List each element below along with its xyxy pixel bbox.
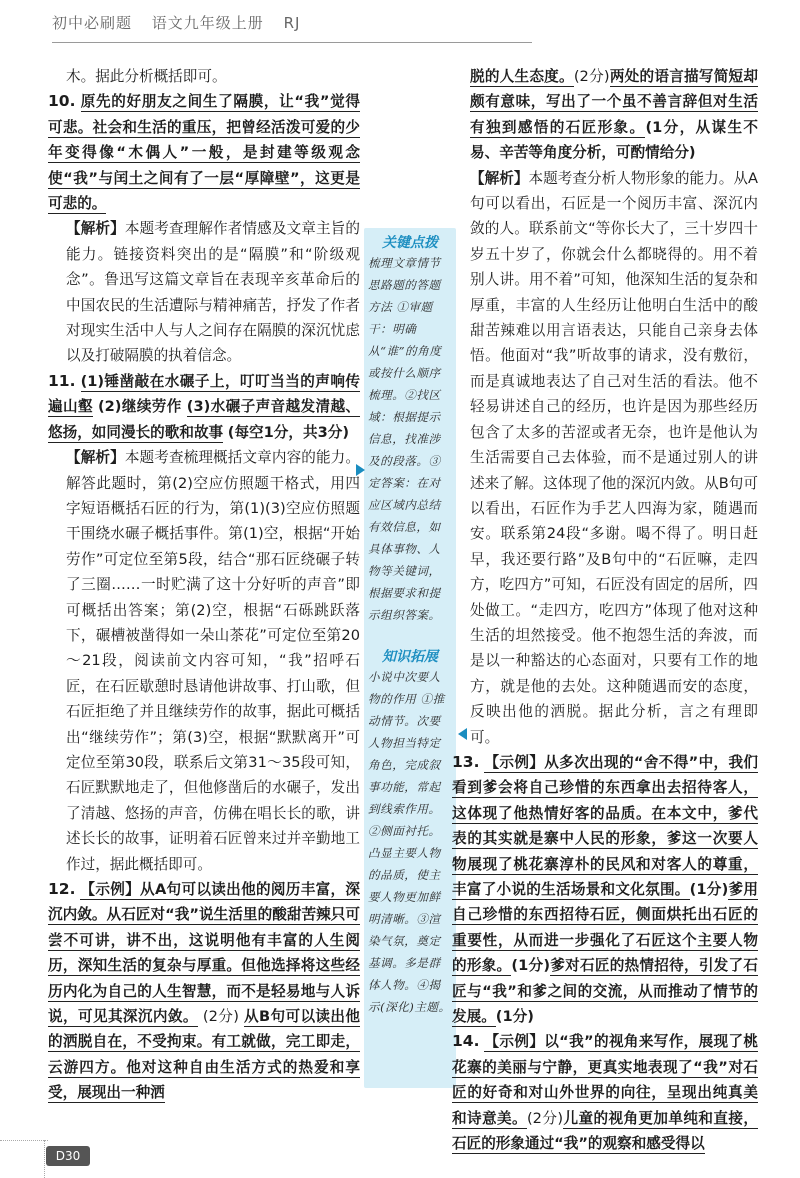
q11-answer-2: (2)继续劳作 <box>97 398 182 416</box>
right-column <box>452 64 759 1156</box>
q13-score-3: (1分) <box>495 1008 534 1026</box>
q11-analysis-block <box>48 445 360 877</box>
q10-number: 10. <box>48 92 76 111</box>
q11-answer-1: (1)锤凿敲在水碾子上，叮叮当当的声响传遍山壑 <box>48 372 361 416</box>
q13-answer-2: 爹用自己珍惜的东西招待石匠，侧面烘托出石匠的重要性，从而进一步强化了石匠这个主要人物的形象。 <box>452 881 758 975</box>
q14-answer-2: 儿童的视角更加单纯和直接，石匠的形象通过“我”的观察和感受得以 <box>452 1109 758 1153</box>
corner-guide <box>0 1140 48 1141</box>
corner-guide-vertical <box>44 1140 45 1178</box>
book-edition: RJ <box>283 14 301 32</box>
q11-number: 11. <box>48 371 76 390</box>
q11-answer-3: (3)水碾子声音越发清越、悠扬，如同漫长的歌和故事 <box>48 398 361 441</box>
q13-answer: 【示例】从多次出现的“舍不得”中，我们看到爹会将自己珍惜的东西拿出去招待客人，这体现了他热情好客的品质。在本文中，爹代表的其实就是寨中人民的形象，爹这一次要人物展现了桃花寨淳朴的民风和对客人的尊重，丰富了小说的生活场景和文化氛围。 <box>452 753 759 898</box>
page-header <box>52 12 752 48</box>
q12-cont-text-2: 两处的语言描写简短却颇有意味，写出了一个虽不善言辞但对生活有独到感悟的石匠形象。 <box>470 68 758 136</box>
q13-number: 13. <box>452 752 480 771</box>
q14-number: 14. <box>452 1032 480 1051</box>
q10-answer-block <box>48 89 360 216</box>
q12-answer-block <box>48 877 360 1106</box>
q12-answer-2: 从B句可以读出他的洒脱自在，不受拘束。有工就做，完工即走，云游四方。他对这种自由生活方式的热爱和享受，展现出一种洒 <box>48 1008 360 1102</box>
q14-answer: 【示例】以“我”的视角来写作，展现了桃花寨的美丽与宁静，更真实地表现了“我”对石匠的好奇和对山外世界的向往，呈现出纯真美和诗意美。 <box>452 1033 759 1127</box>
q12-analysis-tag: 【解析】 <box>470 169 529 187</box>
book-series: 初中必刷题 <box>52 14 133 32</box>
q12-continuation <box>470 64 758 166</box>
q14-score-1: (2分) <box>526 1109 564 1127</box>
key-tips-text: 梳理文章情节思路题的答题方法 ①审题干：明确从“谁”的角度或按什么顺序梳理。②找区域：根据提示信息，找准涉及的段落。③定答案：在对应区域内总结有效信息，如具体事物、人物等关键词，根据要求和提示组织答案。 <box>368 256 442 622</box>
q10-analysis-block <box>48 216 360 368</box>
q11-score: (每空1分，共3分) <box>227 423 349 441</box>
q13-answer-block <box>452 750 758 1029</box>
knowledge-title: 知识拓展 <box>382 649 438 665</box>
q11-analysis-tag: 【解析】 <box>66 449 125 467</box>
knowledge-text: 小说中次要人物的作用 ①推动情节。次要人物担当特定角色，完成叙事功能，常起到线索作用。②侧面衬托。凸显主要人物的品质，使主要人物更加鲜明清晰。③渲染气氛，奠定基调。多是群体人物。④揭示(深化)主题。 <box>368 670 451 1014</box>
q12-score-2: (2分) <box>573 68 610 85</box>
tips-sidebar <box>364 228 456 1088</box>
q13-score-1: (1分) <box>689 881 729 898</box>
page-number: D30 <box>46 1146 90 1166</box>
left-column <box>48 64 360 1106</box>
header-rule <box>52 42 532 43</box>
arrow-right-icon <box>356 464 365 476</box>
q12-number: 12. <box>48 880 76 898</box>
q12-answer: 【示例】从A句可以读出他的阅历丰富，深沉内敛。从石匠对“我”说生活里的酸甜苦辣只可尝不可讲，讲不出，这说明他有丰富的人生阅历，深知生活的复杂与厚重。但他选择将这些经历内化为自己的人生智慧，而不是轻易地与人诉说，可见其深沉内敛。 <box>48 881 361 1026</box>
q10-analysis-tag: 【解析】 <box>66 220 125 238</box>
q9-continuation: 木。据此分析概括即可。 <box>66 68 227 85</box>
q11-analysis: 本题考查梳理概括文章内容的能力。解答此题时，第(2)空应仿照题干格式，用四字短语概括石匠的行为，第(1)(3)空应仿照题干围绕水碾子概括事件。第(1)空，根据“开始劳作”可定位至第5段，结合“那石匠绕碾子转了三圈……一时贮满了这十分好听的声音”即可概括出答案；第(2)空，根据“石砾跳跃落下，碾槽被凿得如一朵山茶花”可定位至第20～21段，阅读前文内容可知，“我”招呼石匠，在石匠歇憩时恳请他讲故事、打山歌，但石匠拒绝了并且继续劳作的故事，据此可概括出“继续劳作”；第(3)空，根据“默默离开”可定位至第30段，联系后文第31～35段可知，石匠默默地走了，但他修凿后的水碾子，发出了清越、悠扬的声音，仿佛在唱长长的歌，讲述长长的故事，证明着石匠曾来过并辛勤地工作过，据此概括即可。 <box>66 449 360 873</box>
q10-analysis: 本题考查理解作者情感及文章主旨的能力。链接资料突出的是“隔膜”和“阶级观念”。鲁迅写这篇文章旨在表现辛亥革命后的中国农民的生活遭际与精神痛苦，抒发了作者对现实生活中人与人之间存在隔膜的深沉忧虑以及打破隔膜的执着信念。 <box>66 220 360 365</box>
q11-answer-block <box>48 369 360 445</box>
q14-answer-block <box>452 1029 758 1156</box>
q12-analysis-block <box>470 166 758 750</box>
q12-cont-text: 脱的人生态度。 <box>470 68 574 85</box>
key-tips-title: 关键点拨 <box>382 235 438 251</box>
q13-score-2: (1分) <box>511 957 551 975</box>
q12-analysis: 本题考查分析人物形象的能力。从A句可以看出，石匠是一个阅历丰富、深沉内敛的人。联系前文“等你长大了，三十岁四十岁五十岁了，你就会什么都晓得的。用不着别人讲。用不着”可知，他深知生活的复杂和厚重，丰富的人生经历让他明白生活中的酸甜苦辣难以用言语表达，只能自己亲身去体悟。他面对“我”听故事的请求，没有敷衍，而是真诚地表达了自己对生活的看法。他不轻易讲述自己的经历，也许是因为那些经历包含了太多的苦涩或者无奈，也许是他认为生活需要自己去体验，而不是通过别人的讲述来了解。这体现了他的深沉内敛。从B句可以看出，石匠作为手艺人四海为家，随遇而安。联系第24段“多谢。喝不得了。明日赶早，我还要行路”及B句中的“石匠嘛，走四方，吃四方”可知，石匠没有固定的居所，四处做工。“走四方，吃四方”体现了他对这种生活的坦然接受。他不抱怨生活的奔波，而是以一种豁达的心态面对，只要有工作的地方，就是他的去处。这种随遇而安的态度，反映出他的洒脱。据此分析，言之有理即可。 <box>470 169 758 746</box>
arrow-left-icon <box>458 728 467 740</box>
book-subject: 语文九年级上册 <box>151 14 264 32</box>
q12-score-3: (1分，从谋生不易、辛苦等角度分析，可酌情给分) <box>470 118 758 162</box>
q12-score-1: (2分) <box>202 1008 239 1026</box>
q13-answer-3: 爹对石匠的热情招待，引发了石匠与“我”和爹之间的交流，从而推动了情节的发展。 <box>452 957 758 1026</box>
q10-answer: 原先的好朋友之间生了隔膜，让“我”觉得可悲。社会和生活的重压，把曾经活泼可爱的少年变得像“木偶人”一般，是封建等级观念使“我”与闰土之间有了一层“厚障壁”，这更是可悲的。 <box>48 93 361 213</box>
